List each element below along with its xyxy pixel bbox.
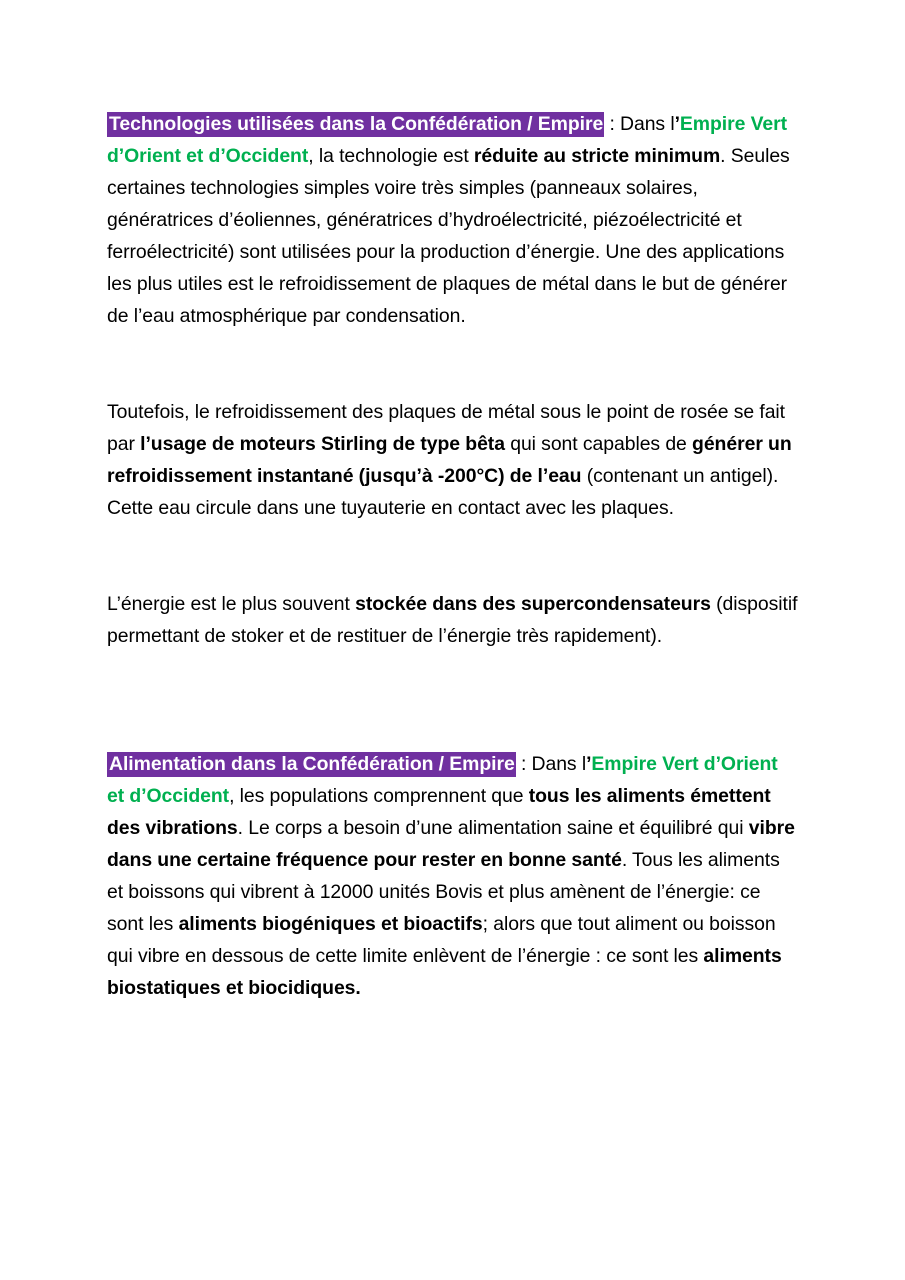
section2-plain-2: . Le corps a besoin d’une alimentation saine et équilibré qui — [237, 817, 749, 839]
para2-bold-1: l’usage de moteurs Stirling de type bêta — [140, 433, 505, 455]
document-body — [107, 108, 799, 1004]
paragraph-supercondensateurs — [107, 588, 799, 652]
para3-plain-1: L’énergie est le plus souvent — [107, 593, 356, 615]
para2-bold-2: générer un refroidissement instantané (jusqu’à -200°C) de l’eau — [107, 433, 792, 487]
section2-plain-1: , les populations comprennent que — [229, 785, 529, 807]
section1-apostrophe: ’ — [674, 113, 680, 135]
section-technologies-paragraph — [107, 108, 799, 332]
section2-bold-3: aliments biogéniques et bioactifs — [178, 913, 483, 935]
para2-plain-2: qui sont capables de — [504, 433, 693, 455]
para3-plain-2: (dispositif permettant de stoker et de restituer de l’énergie très rapidement). — [107, 593, 798, 647]
section2-bold-1: tous les aliments émettent des vibrations — [107, 785, 771, 839]
section-alimentation-paragraph — [107, 748, 799, 1004]
section1-plain-1: , la technologie est — [308, 145, 474, 167]
section2-intro-text: : Dans l — [515, 753, 587, 775]
section1-intro-text: : Dans l — [604, 113, 675, 135]
section2-green-emphasis: Empire Vert d’Orient et d’Occident — [107, 753, 778, 807]
section1-bold-1: réduite au stricte minimum — [473, 145, 721, 167]
section2-plain-4: ; alors que tout aliment ou boisson qui vibre en dessous de cette limite enlèvent de l’énergie : ce sont les — [107, 913, 776, 967]
paragraph-stirling — [107, 396, 799, 524]
para3-bold-1: stockée dans des supercondensateurs — [355, 593, 711, 615]
section1-plain-2: . Seules certaines technologies simples voire très simples (panneaux solaires, génératrices d’éoliennes, génératrices d’hydroélectricité, piézoélectricité et ferroélectricité) sont utilisées pour la production d’énergie. Une des applications les plus utiles est le refroidissement de plaques de métal dans le but de générer de l’eau atmosphérique par condensation. — [107, 145, 790, 327]
section2-bold-2: vibre dans une certaine fréquence pour rester en bonne santé — [107, 817, 795, 871]
heading-technologies-highlight: Technologies utilisées dans la Confédération / Empire — [109, 113, 604, 135]
section1-green-emphasis: Empire Vert d’Orient et d’Occident — [107, 113, 788, 167]
para2-plain-3: (contenant un antigel). Cette eau circule dans une tuyauterie en contact avec les plaques. — [107, 465, 779, 519]
section2-apostrophe: ’ — [586, 753, 592, 775]
heading-alimentation-highlight: Alimentation dans la Confédération / Empire — [109, 753, 515, 775]
section2-bold-4: aliments biostatiques et biocidiques. — [107, 945, 782, 999]
para2-plain-1: Toutefois, le refroidissement des plaques de métal sous le point de rosée se fait par — [107, 401, 786, 455]
section2-plain-3: . Tous les aliments et boissons qui vibrent à 12000 unités Bovis et plus amènent de l’énergie: ce sont les — [107, 849, 780, 935]
